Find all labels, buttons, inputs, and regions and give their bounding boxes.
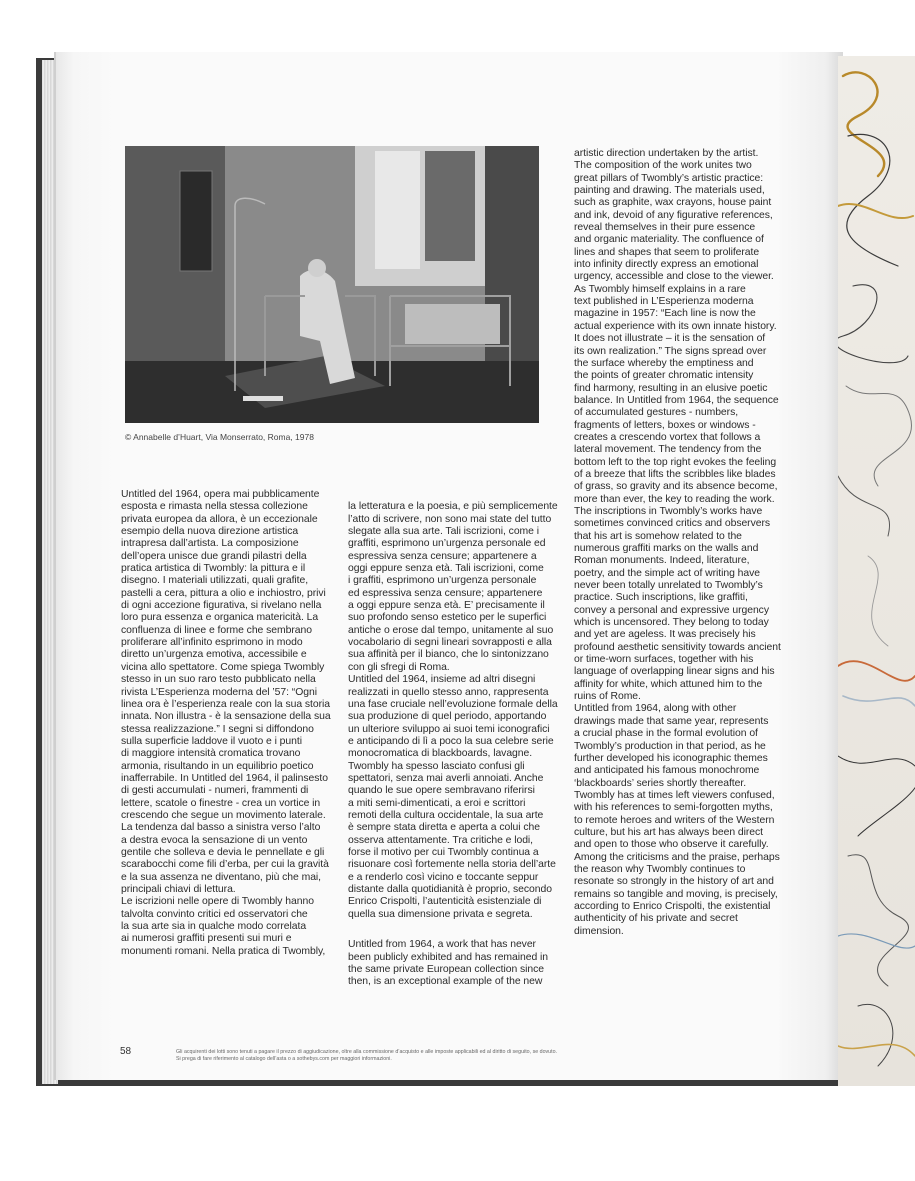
english-text-column: artistic direction undertaken by the artist. The composition of the work unites two great pillars of Twombly’s artistic practice: painting and drawing. The materials used, such as graphite, wax crayons, house paint and ink, devoid of any figurative references, reveal themselves in their pure essence and organic materiality. The confluence of lines and shapes that seem to proliferate into infinity directly express an emotional urgency, accessible and close to the viewer. As Twombly himself explains in a rare text published in L’Esperienza moderna magazine in 1957: “Each line is now the actual experience with its own innate history. It does not illustrate – it is the sensation of its own realization.” The signs spread over the surface whereby the emptiness and the points of greater chromatic intensity find harmony, resulting in an elusive poetic balance. In Untitled from 1964, the sequence of accumulated gestures - numbers, fragments of letters, boxes or windows - creates a crescendo vortex that follows a lateral movement. The tendency from the bottom left to the top right evokes the feeling of a breeze that lifts the scribbles like blades of grass, so gravity and its absence become, more than ever, the key to reading the work. The inscriptions in Twombly’s works have sometimes convinced critics and observers that his art is somehow related to the numerous graffiti marks on the walls and Roman monuments. Indeed, literature, poetry, and the simple act of writing have never been totally unrelated to Twombly’s practice. Such inscriptions, like graffiti, convey a personal and expressive urgency which is uncensored. They belong to today and yet are ageless. It was precisely his profound aesthetic sensitivity towards ancient or time-worn surfaces, together with his language of overlapping linear signs and his affinity for white, which attuned him to the ruins of Rome. Untitled from 1964, along with other drawings made that same year, represents a crucial phase in the formal evolution of Twombly’s production in that period, as he further developed his iconographic themes and anticipated his famous monochrome ‘blackboards’ series shortly thereafter. Twombly has at times left viewers confused, with his references to semi-forgotten myths, to remote heroes and writers of the Western culture, but his art has always been direct and open to those who observe it carefully. Among the criticisms and the praise, perhaps the reason why Twombly continues to resonate so strongly in the history of art and remains so tangible and moving, is precisely, according to Enrico Crispolti, the existential authenticity of his private and secret dimension. (574, 148, 781, 937)
scribble-artwork (838, 56, 915, 1086)
italian-text-column-2-body: la letteratura e la poesia, e più semplicemente l’atto di scrivere, non sono mai state del tutto slegate alla sua arte. Tali iscrizioni, come i graffiti, esprimono un’urgenza personale ed espressiva senza censure; appartenere a oggi eppure senza età. Tali iscrizioni, come i graffiti, esprimono un’urgenza personale ed espressiva senza censure; appartenere a oggi eppure senza età. E’ precisamente il suo profondo senso estetico per le superfici antiche o erose dal tempo, unitamente al suo vocabolario di segni lineari sovrapposti e alla sua affinità per il bianco, che lo sintonizzano con gli sfregi di Roma. Untitled del 1964, insieme ad altri disegni realizzati in quello stesso anno, rappresenta una fase cruciale nell’evoluzione formale della sua produzione di quel periodo, apportando un ulteriore sviluppo ai suoi temi iconografici e anticipando di lì a poco la sua celebre serie monocromatica di blackboards, lavagne. Twombly ha spesso lasciato confusi gli spettatori, senza mai averli annoiati. Anche quando le sue opere sembravano riferirsi a miti semi-dimenticati, a eroi e scrittori remoti della cultura occidentale, la sua arte è sempre stata diretta e aperta a colui che osserva attentamente. Tra critiche e lodi, forse il motivo per cui Twombly continua a risuonare così fortemente nella storia dell’arte e a renderlo così vicino e toccante seppur distante dalla quotidianità è proprio, secondo Enrico Crispolti, l’autenticità esistenziale di quella sua dimensione privata e segreta. (348, 501, 558, 920)
page-number: 58 (120, 1046, 132, 1057)
italian-text-column-2 (348, 489, 560, 1001)
italian-text-column-1: Untitled del 1964, opera mai pubblicamente esposta e rimasta nella stessa collezione privata europea da allora, è un eccezionale esempio della nuova direzione artistica intrapresa dall’artista. La composizione dell’opera unisce due grandi pilastri della pratica artistica di Twombly: la pittura e il disegno. I materiali utilizzati, quali grafite, pastelli a cera, pittura a olio e inchiostro, privi di ogni accezione figurativa, si rivelano nella loro pura essenza e organica matericità. La confluenza di linee e forme che sembrano proliferare all’infinito esprimono in modo diretto un’urgenza emotiva, accessibile e vicina allo spettatore. Come spiega Twombly stesso in un suo raro testo pubblicato nella rivista L’Esperienza moderna del ’57: “Ogni linea ora è l’esperienza reale con la sua storia innata. Non illustra - è la sensazione della sua stessa realizzazione.” I segni si diffondono sulla superficie laddove il vuoto e i punti di maggiore intensità cromatica trovano armonia, risultando in un equilibrio poetico inafferrabile. In Untitled del 1964, il palinsesto di gesti accumulati - numeri, frammenti di lettere, scatole o finestre - crea un vortice in crescendo che segue un movimento laterale. La tendenza dal basso a sinistra verso l’alto a destra evoca la sensazione di un vento gentile che solleva e devia le pennellate e gli scarabocchi come fili d’erba, per cui la gravità e la sua assenza ne diventano, più che mai, principali chiavi di lettura. Le iscrizioni nelle opere di Twombly hanno talvolta convinto critici ed osservatori che la sua arte sia in qualche modo correlata ai numerosi graffiti presenti sui muri e monumenti romani. Nella pratica di Twombly, (121, 489, 331, 957)
english-text-start: Untitled from 1964, a work that has never been publicly exhibited and has remained in the same private European collection since then, is an exceptional example of the new (348, 939, 549, 988)
photo-artist-in-studio (125, 146, 539, 423)
archival-photograph (125, 146, 539, 423)
legal-footnote: Gli acquirenti dei lotti sono tenuti a pagare il prezzo di aggiudicazione, oltre alla commissione d’acquisto e alle imposte applicabili ed al diritto di seguito, se dovuto. Si prega di fare riferimento al catalogo dell’asta o a sothebys.com per maggiori informazioni. (176, 1049, 558, 1063)
facing-page-artwork (838, 56, 915, 1086)
photo-caption: © Annabelle d’Huart, Via Monserrato, Roma, 1978 (125, 432, 314, 442)
